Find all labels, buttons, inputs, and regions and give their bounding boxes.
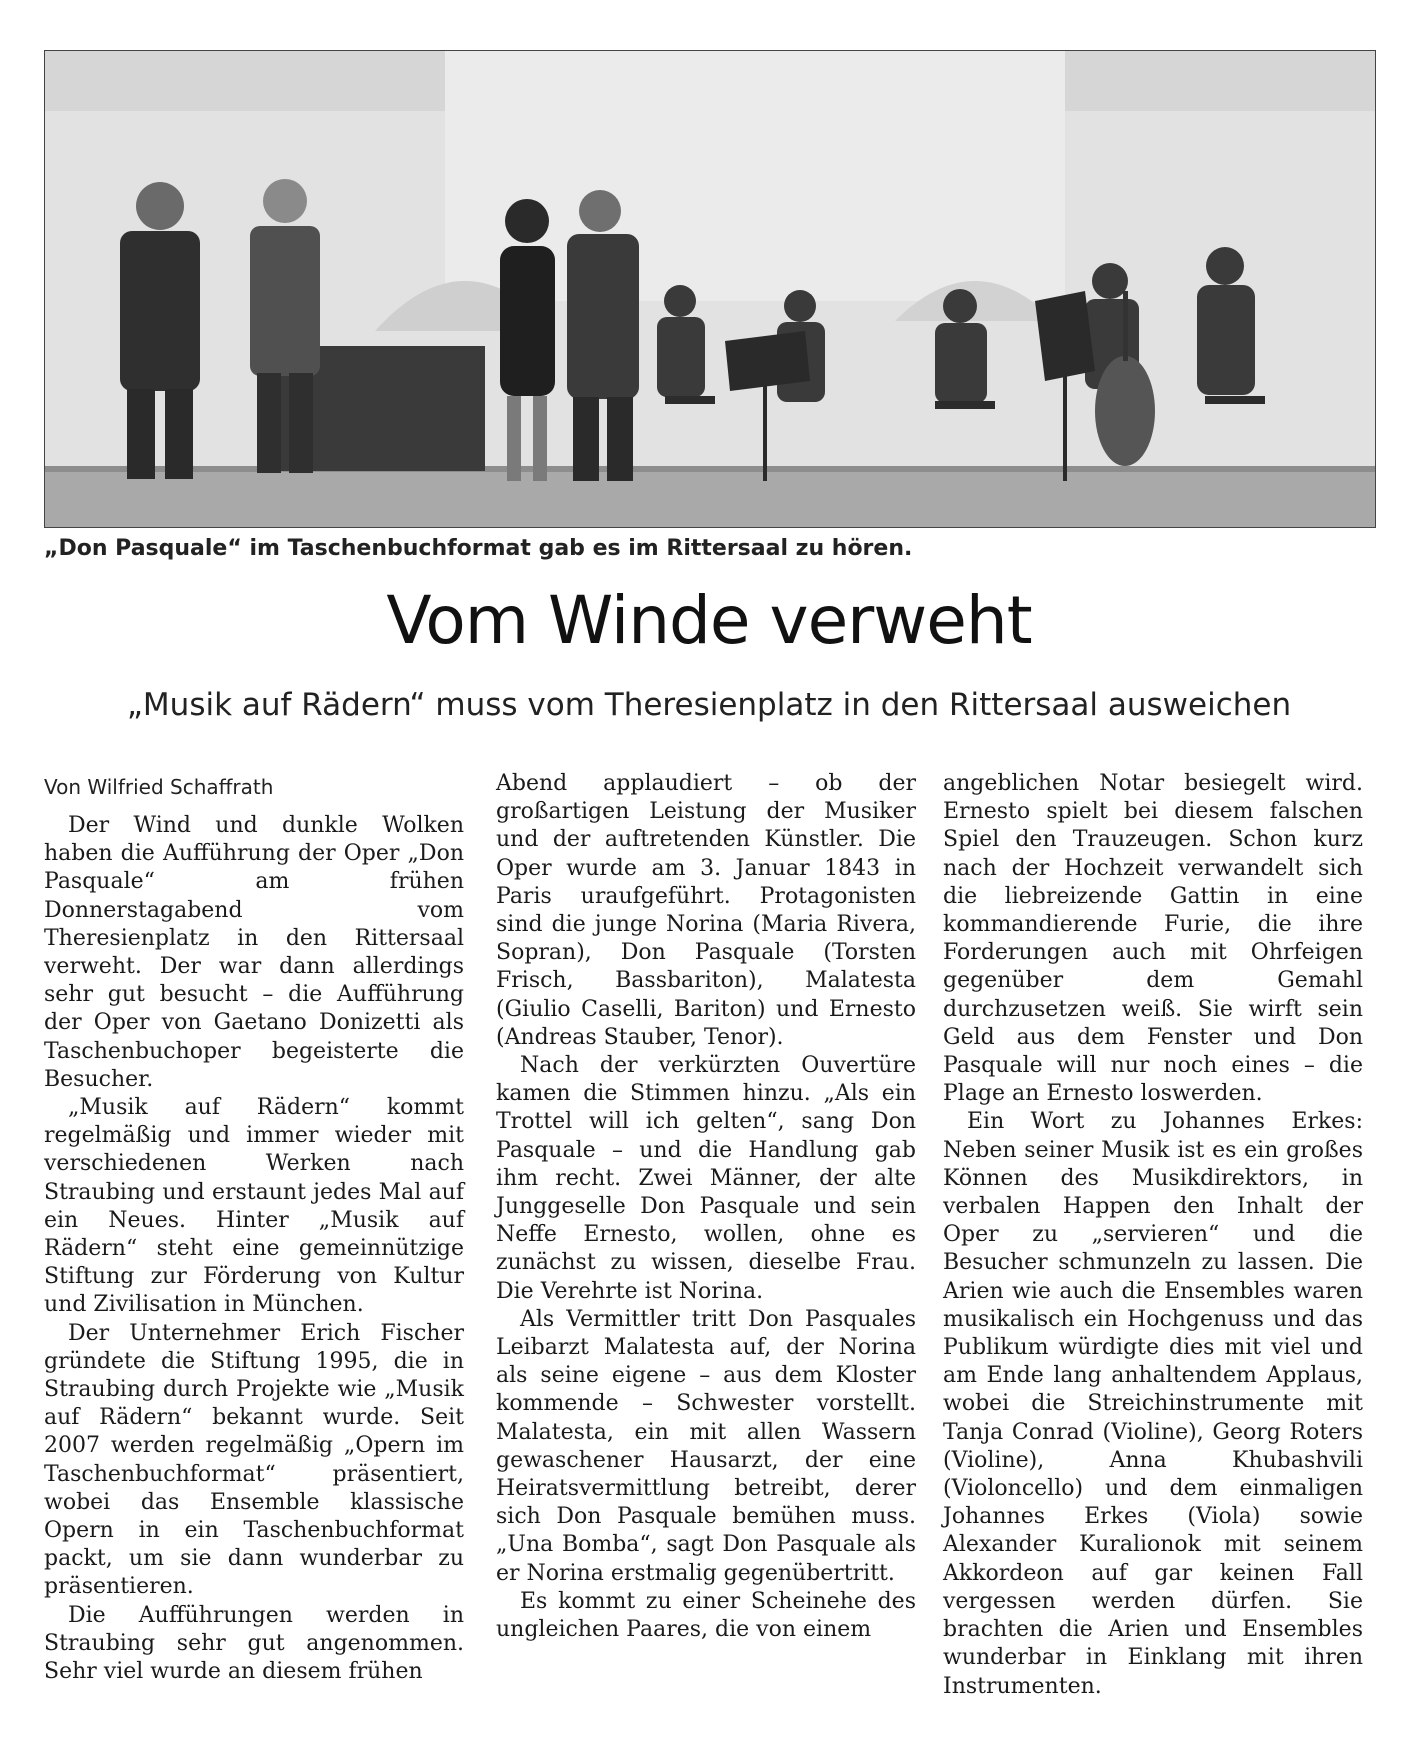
- photo-caption: „Don Pasquale“ im Taschenbuchformat gab es im Rittersaal zu hören.: [44, 536, 913, 561]
- photo-stage-illustration: [45, 51, 1375, 527]
- paragraph-4-start: Die Aufführungen werden in Straubing sehr gut angenommen. Sehr viel wurde an diesem frühen: [44, 1602, 464, 1685]
- paragraph-4-continued: Abend applaudiert – ob der großartigen Leistung der Musiker und der auftretenden Künstler. Die Oper wurde am 3. Januar 1843 in Paris uraufgeführt. Protagonisten sind die junge Norina (Maria Rivera, Sopran), Don Pasquale (Torsten Frisch, Bassbariton), Malatesta (Giulio Caselli, Bariton) und Ernesto (Andreas Stauber, Tenor).: [496, 771, 916, 1050]
- article-column-1: [44, 770, 464, 1686]
- article-photo: [44, 50, 1376, 528]
- paragraph-5: Nach der verkürzten Ouvertüre kamen die Stimmen hinzu. „Als ein Trottel will ich gelten“, sang Don Pasquale – und die Handlung gab ihm recht. Zwei Männer, der alte Junggeselle Don Pasquale und sein Neffe Ernesto, wollen, ohne es zunächst zu wissen, dieselbe Frau. Die Verehrte ist Norina.: [496, 1053, 916, 1304]
- article-column-2: [496, 770, 916, 1644]
- paragraph-1: Der Wind und dunkle Wolken haben die Aufführung der Oper „Don Pasquale“ am frühen Donnerstagabend vom Theresienplatz in den Rittersaal verweht. Der war dann allerdings sehr gut besucht – die Aufführung der Oper von Gaetano Donizetti als Taschenbuchoper begeisterte die Besucher.: [44, 813, 464, 1092]
- paragraph-2: „Musik auf Rädern“ kommt regelmäßig und immer wieder mit verschiedenen Werken nach Straubing und erstaunt jedes Mal auf ein Neues. Hinter „Musik auf Rädern“ steht eine gemeinnützige Stiftung zur Förderung von Kultur und Zivilisation in München.: [44, 1095, 464, 1318]
- paragraph-7-continued: angeblichen Notar besiegelt wird. Ernesto spielt bei diesem falschen Spiel den Trauzeugen. Schon kurz nach der Hochzeit verwandelt sich die liebreizende Gattin in eine kommandierende Furie, die ihre Forderungen auch mit Ohrfeigen gegenüber dem Gemahl durchzusetzen weiß. Sie wirft sein Geld aus dem Fenster und Don Pasquale will nur noch eines – die Plage an Ernesto loswerden.: [943, 771, 1363, 1107]
- paragraph-6: Als Vermittler tritt Don Pasquales Leibarzt Malatesta auf, der Norina als seine eigene – aus dem Kloster kommende – Schwester vorstellt. Malatesta, ein mit allen Wassern gewaschener Hausarzt, der eine Heiratsvermittlung betreibt, derer sich Don Pasquale bemühen muss. „Una Bomba“, sagt Don Pasquale als er Norina erstmalig gegenübertritt.: [496, 1306, 916, 1586]
- article-column-3: [943, 770, 1363, 1701]
- article-subheadline: „Musik auf Rädern“ muss vom Theresienplatz in den Rittersaal ausweichen: [126, 687, 1292, 723]
- byline: Von Wilfried Schaffrath: [44, 775, 274, 799]
- paragraph-7-start: Es kommt zu einer Scheinehe des ungleichen Paares, die von einem: [496, 1588, 916, 1643]
- paragraph-3: Der Unternehmer Erich Fischer gründete die Stiftung 1995, die in Straubing durch Projekte wie „Musik auf Rädern“ bekannt wurde. Seit 2007 werden regelmäßig „Opern im Taschenbuchformat“ präsentiert, wobei das Ensemble klassische Opern in ein Taschenbuchformat packt, um sie dann wunderbar zu präsentieren.: [44, 1320, 464, 1600]
- paragraph-8: Ein Wort zu Johannes Erkes: Neben seiner Musik ist es ein großes Können des Musikdirektors, in verbalen Happen den Inhalt der Oper zu „servieren“ und die Besucher schmunzeln zu lassen. Die Arien wie auch die Ensembles waren musikalisch ein Hochgenuss und das Publikum würdigte dies mit viel und am Ende lang anhaltendem Applaus, wobei die Streichinstrumente mit Tanja Conrad (Violine), Georg Roters (Violine), Anna Khubashvili (Violoncello) und dem einmaligen Johannes Erkes (Viola) sowie Alexander Kuralionok mit seinem Akkordeon auf gar keinen Fall vergessen werden dürfen. Sie brachten die Arien und Ensembles wunderbar in Einklang mit ihren Instrumenten.: [943, 1109, 1363, 1699]
- article-headline: Vom Winde verweht: [386, 582, 1032, 659]
